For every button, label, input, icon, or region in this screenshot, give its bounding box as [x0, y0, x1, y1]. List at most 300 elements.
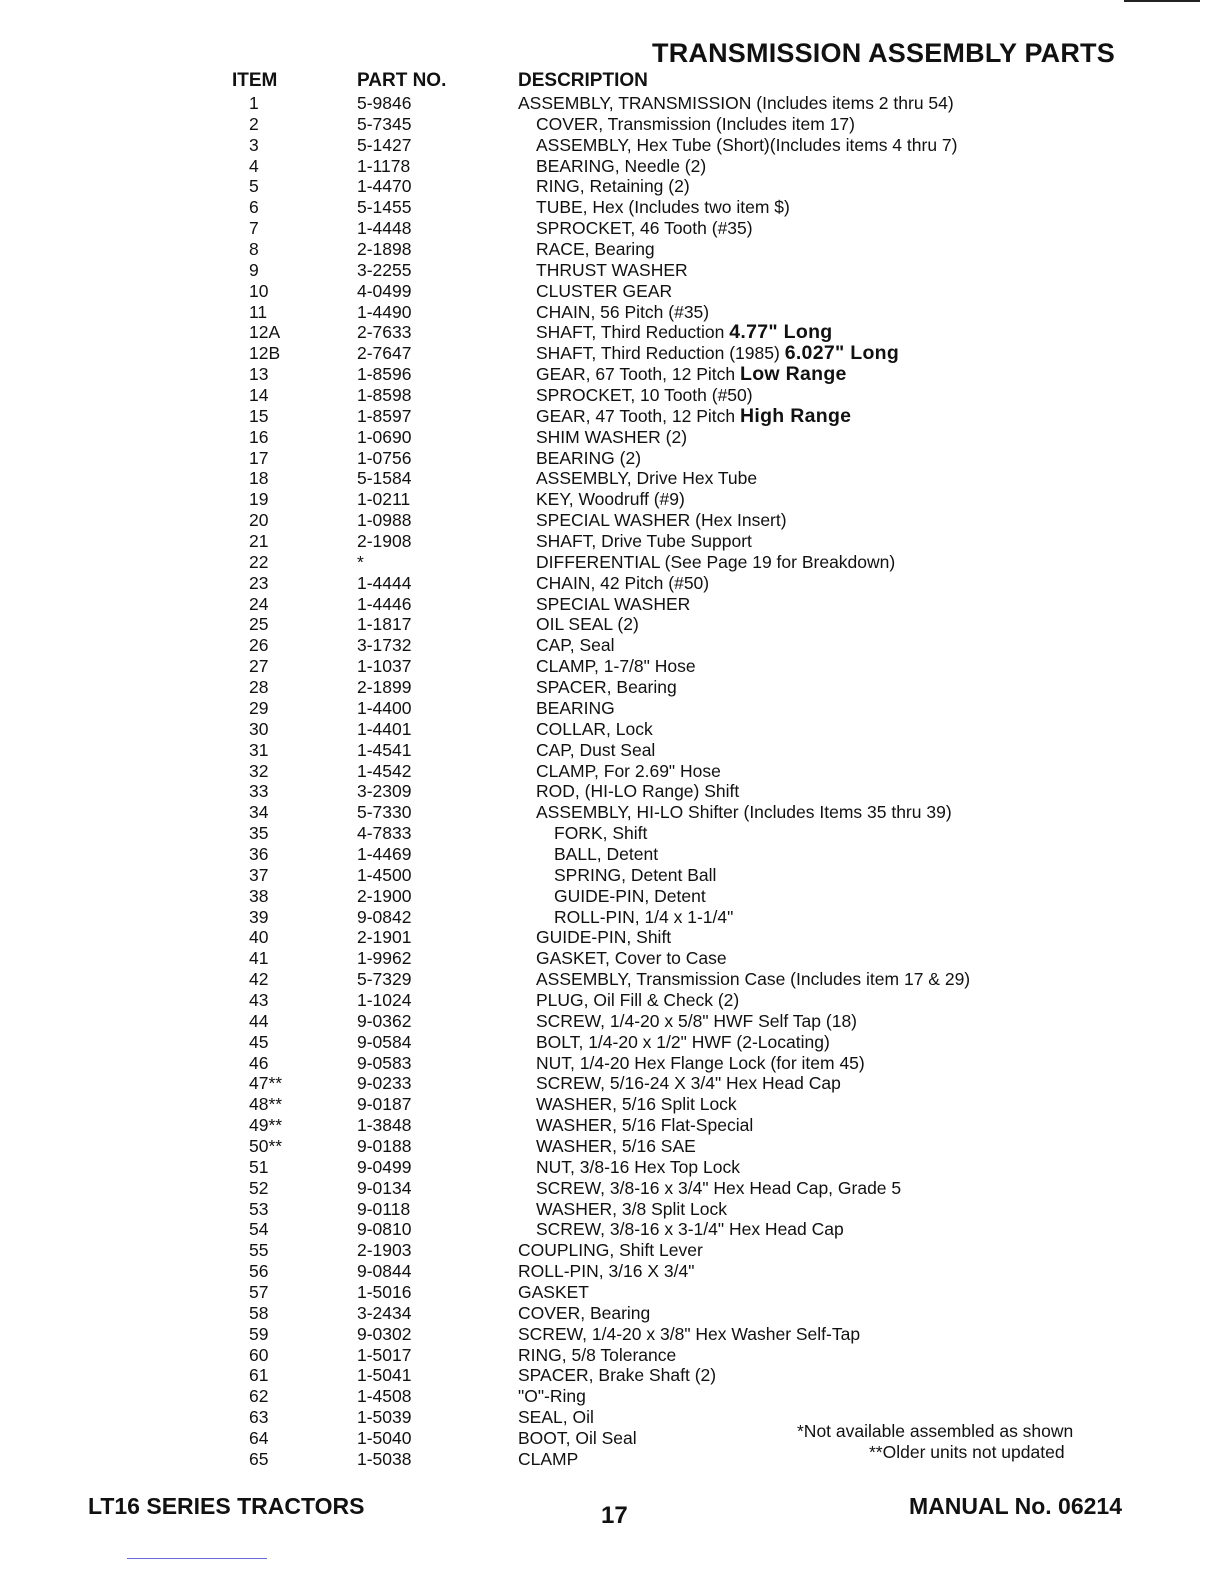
table-row	[0, 1365, 1224, 1386]
item-number: 40	[249, 927, 269, 948]
column-header-part-no: PART NO.	[357, 70, 447, 91]
part-description	[518, 93, 954, 114]
item-number: 4	[249, 155, 259, 176]
part-description	[536, 531, 752, 552]
part-number: 2-7633	[357, 322, 412, 343]
table-row	[0, 677, 1224, 698]
table-row	[0, 823, 1224, 844]
item-number: 62	[249, 1386, 269, 1407]
item-number: 31	[249, 739, 269, 760]
parts-list	[0, 93, 1224, 1470]
part-description	[536, 614, 639, 635]
item-number: 23	[249, 572, 269, 593]
part-number: 1-5040	[357, 1428, 412, 1448]
table-row	[0, 1261, 1224, 1282]
item-number: 36	[249, 843, 269, 864]
part-number: 1-9962	[357, 948, 412, 969]
item-number: 26	[249, 635, 269, 656]
part-description	[536, 1073, 841, 1094]
part-description	[536, 281, 672, 302]
part-number: 2-7647	[357, 343, 412, 364]
table-row	[0, 1178, 1224, 1199]
part-number: 3-2255	[357, 259, 412, 280]
part-description	[536, 176, 690, 197]
table-row	[0, 448, 1224, 469]
table-row	[0, 322, 1224, 343]
table-row	[0, 761, 1224, 782]
part-number: 1-4470	[357, 176, 412, 197]
table-row	[0, 468, 1224, 489]
description-text: CHAIN, 56 Pitch (#35)	[536, 301, 710, 322]
part-number: 1-4490	[357, 301, 412, 322]
item-number: 54	[249, 1219, 269, 1240]
table-row	[0, 93, 1224, 114]
part-description	[554, 844, 658, 865]
part-number: 1-1037	[357, 656, 412, 677]
part-number: 9-0584	[357, 1031, 412, 1052]
table-row	[0, 510, 1224, 531]
part-description	[536, 385, 753, 406]
table-row	[0, 531, 1224, 552]
part-number: 5-7330	[357, 802, 412, 823]
table-row	[0, 594, 1224, 615]
part-description	[554, 823, 647, 844]
description-text: GASKET	[518, 1281, 589, 1302]
description-text: SPROCKET, 10 Tooth (#50)	[536, 385, 753, 406]
part-description	[536, 969, 970, 990]
item-number: 57	[249, 1281, 269, 1302]
description-text: SPROCKET, 46 Tooth (#35)	[536, 218, 753, 239]
part-number: 1-5039	[357, 1407, 412, 1428]
description-text: BEARING, Needle (2)	[536, 155, 707, 176]
part-number: 5-7345	[357, 113, 412, 134]
part-number: 1-8596	[357, 364, 412, 385]
description-text: GUIDE-PIN, Detent	[554, 885, 706, 906]
part-description	[518, 1261, 694, 1282]
part-description	[536, 761, 721, 782]
item-number: 25	[249, 614, 269, 635]
note-not-available: *Not available assembled as shown	[797, 1421, 1074, 1441]
part-number: 1-5017	[357, 1344, 412, 1365]
item-number: 12A	[249, 322, 281, 343]
item-number: 33	[249, 781, 269, 802]
part-number: 9-0842	[357, 906, 412, 927]
description-text: SCREW, 1/4-20 x 5/8" HWF Self Tap (18)	[536, 1010, 857, 1031]
description-text: NUT, 3/8-16 Hex Top Lock	[536, 1156, 740, 1177]
description-text: GASKET, Cover to Case	[536, 948, 727, 969]
table-row	[0, 1219, 1224, 1240]
part-description	[518, 1365, 716, 1386]
part-description	[536, 677, 677, 698]
part-description	[536, 260, 688, 281]
part-number: 9-0844	[357, 1261, 412, 1282]
description-text: SPACER, Bearing	[536, 677, 677, 698]
table-row	[0, 927, 1224, 948]
part-description	[554, 865, 716, 886]
part-number: 1-0756	[357, 447, 412, 468]
description-text: PLUG, Oil Fill & Check (2)	[536, 989, 740, 1010]
item-number: 22	[249, 551, 269, 572]
part-number: 1-4542	[357, 760, 412, 781]
item-number: 17	[249, 447, 269, 468]
table-row	[0, 239, 1224, 260]
item-number: 16	[249, 426, 269, 447]
item-number: 34	[249, 802, 269, 823]
item-number: 47**	[249, 1073, 283, 1094]
part-description	[536, 948, 727, 969]
description-text: WASHER, 3/8 Split Lock	[536, 1198, 727, 1219]
part-description	[554, 907, 733, 928]
table-row	[0, 281, 1224, 302]
part-number: 4-0499	[357, 280, 412, 301]
table-row	[0, 656, 1224, 677]
table-row	[0, 740, 1224, 761]
table-row	[0, 1053, 1224, 1074]
item-number: 32	[249, 760, 269, 781]
table-row	[0, 948, 1224, 969]
table-row	[0, 385, 1224, 406]
item-number: 7	[249, 218, 259, 239]
item-number: 44	[249, 1010, 269, 1031]
part-description	[536, 1011, 857, 1032]
part-description	[536, 698, 615, 719]
table-row	[0, 635, 1224, 656]
item-number: 49**	[249, 1115, 283, 1136]
part-number: 1-5016	[357, 1281, 412, 1302]
description-text: CLAMP	[518, 1448, 579, 1469]
description-text: RING, Retaining (2)	[536, 176, 690, 197]
part-number: 1-4401	[357, 718, 412, 739]
part-description	[536, 990, 739, 1011]
description-text: WASHER, 5/16 Split Lock	[536, 1094, 737, 1115]
description-text: SPACER, Brake Shaft (2)	[518, 1365, 717, 1386]
table-row	[0, 698, 1224, 719]
part-number: 3-2309	[357, 781, 412, 802]
bottom-rule-line	[127, 1558, 267, 1559]
item-number: 43	[249, 989, 269, 1010]
table-row	[0, 781, 1224, 802]
item-number: 27	[249, 656, 269, 677]
table-row	[0, 1386, 1224, 1407]
item-number: 29	[249, 697, 269, 718]
table-row	[0, 406, 1224, 427]
description-text: BALL, Detent	[554, 843, 659, 864]
part-description	[536, 927, 671, 948]
part-description	[536, 1053, 865, 1074]
item-number: 48**	[249, 1094, 283, 1115]
table-row	[0, 260, 1224, 281]
table-row	[0, 969, 1224, 990]
part-description	[536, 1136, 696, 1157]
part-number: 5-7329	[357, 969, 412, 990]
footer-manual-number: MANUAL No. 06214	[909, 1493, 1123, 1519]
part-number: 9-0187	[357, 1094, 412, 1115]
part-description	[536, 656, 696, 677]
description-text: KEY, Woodruff (#9)	[536, 489, 685, 510]
part-description	[518, 1428, 637, 1449]
description-text: ASSEMBLY, TRANSMISSION (Includes items 2 thru 54)	[518, 93, 954, 113]
item-number: 5	[249, 176, 259, 197]
item-number: 63	[249, 1407, 269, 1428]
description-text: OIL SEAL (2)	[536, 614, 639, 635]
description-text: ASSEMBLY, Hex Tube (Short)(Includes items 4 thru 7)	[536, 134, 958, 155]
part-number: 3-2434	[357, 1302, 412, 1323]
item-number: 28	[249, 677, 269, 698]
description-text: CLAMP, 1-7/8" Hose	[536, 656, 696, 677]
item-number: 20	[249, 510, 269, 531]
part-description	[536, 1115, 753, 1136]
item-number: 14	[249, 385, 269, 406]
description-text: SPECIAL WASHER (Hex Insert)	[536, 510, 787, 531]
part-description	[536, 740, 655, 761]
table-row	[0, 1011, 1224, 1032]
description-text: COLLAR, Lock	[536, 718, 653, 739]
table-row	[0, 1157, 1224, 1178]
part-number: 1-8597	[357, 405, 412, 426]
description-text: SHAFT, Third Reduction	[536, 322, 725, 343]
part-number: 1-1178	[357, 155, 411, 176]
description-text: SHAFT, Drive Tube Support	[536, 531, 752, 552]
part-number: 9-0188	[357, 1135, 412, 1156]
part-description	[518, 1240, 703, 1261]
part-description	[536, 197, 790, 218]
item-number: 53	[249, 1198, 269, 1219]
description-text: BEARING	[536, 697, 615, 718]
description-text: THRUST WASHER	[536, 259, 688, 280]
part-number: 1-4444	[357, 572, 412, 593]
part-number: 9-0302	[357, 1323, 412, 1344]
part-description	[536, 1157, 740, 1178]
table-row	[0, 1073, 1224, 1094]
part-description	[536, 448, 641, 469]
item-number: 18	[249, 468, 269, 489]
description-text: SEAL, Oil	[518, 1407, 594, 1428]
item-number: 52	[249, 1177, 269, 1198]
item-number: 2	[249, 113, 259, 134]
description-text: NUT, 1/4-20 Hex Flange Lock (for item 45)	[536, 1052, 865, 1073]
table-row	[0, 552, 1224, 573]
part-description	[536, 719, 653, 740]
description-text: GEAR, 47 Tooth, 12 Pitch	[536, 405, 736, 426]
part-description	[536, 1094, 737, 1115]
table-row	[0, 1136, 1224, 1157]
part-description	[536, 510, 787, 531]
note-older-units: **Older units not updated	[869, 1442, 1065, 1462]
part-number: 1-4400	[357, 697, 412, 718]
description-text: GEAR, 67 Tooth, 12 Pitch	[536, 364, 736, 385]
part-number: 9-0118	[357, 1198, 411, 1219]
description-text: "O"-Ring	[518, 1386, 586, 1407]
part-description	[536, 1178, 901, 1199]
part-number: 9-0362	[357, 1010, 412, 1031]
description-annotation: 4.77" Long	[729, 321, 833, 344]
description-text: ASSEMBLY, Drive Hex Tube	[536, 468, 758, 489]
item-number: 61	[249, 1365, 269, 1386]
part-description	[518, 1449, 578, 1470]
description-text: COVER, Bearing	[518, 1302, 651, 1323]
item-number: 1	[249, 93, 259, 113]
part-number: 1-0690	[357, 426, 412, 447]
part-description	[536, 552, 895, 573]
table-row	[0, 427, 1224, 448]
part-description	[536, 468, 757, 489]
part-description	[536, 594, 690, 615]
description-text: WASHER, 5/16 SAE	[536, 1135, 696, 1156]
item-number: 59	[249, 1323, 269, 1344]
item-number: 10	[249, 280, 269, 301]
table-row	[0, 343, 1224, 364]
item-number: 13	[249, 364, 269, 385]
part-number: 1-1817	[357, 614, 412, 635]
description-text: SPRING, Detent Ball	[554, 864, 717, 885]
table-row	[0, 719, 1224, 740]
item-number: 9	[249, 259, 259, 280]
item-number: 6	[249, 197, 259, 218]
description-text: FORK, Shift	[554, 823, 648, 844]
table-row	[0, 886, 1224, 907]
part-description	[536, 1199, 727, 1220]
table-row	[0, 1199, 1224, 1220]
item-number: 45	[249, 1031, 269, 1052]
part-number: 2-1908	[357, 531, 412, 552]
part-number: 1-8598	[357, 385, 412, 406]
description-text: SCREW, 3/8-16 x 3/4" Hex Head Cap, Grade 5	[536, 1177, 902, 1198]
table-row	[0, 990, 1224, 1011]
description-text: WASHER, 5/16 Flat-Special	[536, 1115, 754, 1136]
table-row	[0, 114, 1224, 135]
item-number: 30	[249, 718, 269, 739]
item-number: 38	[249, 885, 269, 906]
item-number: 21	[249, 531, 269, 552]
description-text: ASSEMBLY, Transmission Case (Includes item 17 & 29)	[536, 969, 971, 990]
part-description	[518, 1386, 586, 1407]
page-title: TRANSMISSION ASSEMBLY PARTS	[652, 38, 1115, 68]
table-row	[0, 176, 1224, 197]
item-number: 42	[249, 969, 269, 990]
part-number: 5-1455	[357, 197, 412, 218]
description-text: SHIM WASHER (2)	[536, 426, 688, 447]
part-number: 1-0988	[357, 510, 412, 531]
description-text: RING, 5/8 Tolerance	[518, 1344, 677, 1365]
description-text: TUBE, Hex (Includes two item $)	[536, 197, 790, 218]
part-description	[536, 135, 957, 156]
column-header-description: DESCRIPTION	[518, 70, 648, 91]
part-description	[536, 218, 753, 239]
table-row	[0, 135, 1224, 156]
description-text: SCREW, 3/8-16 x 3-1/4" Hex Head Cap	[536, 1219, 844, 1240]
table-row	[0, 844, 1224, 865]
table-row	[0, 614, 1224, 635]
part-description	[518, 1303, 650, 1324]
part-description	[536, 343, 899, 364]
item-number: 24	[249, 593, 269, 614]
part-number: 3-1732	[357, 635, 412, 656]
table-row	[0, 218, 1224, 239]
part-number: 9-0233	[357, 1073, 412, 1094]
part-number: 1-5041	[357, 1365, 412, 1386]
item-number: 3	[249, 134, 259, 155]
table-row	[0, 197, 1224, 218]
part-description	[536, 322, 833, 343]
description-text: ROD, (HI-LO Range) Shift	[536, 781, 740, 802]
item-number: 11	[249, 301, 268, 322]
item-number: 41	[249, 948, 269, 969]
item-number: 37	[249, 864, 269, 885]
item-number: 50**	[249, 1135, 283, 1156]
description-text: GUIDE-PIN, Shift	[536, 927, 672, 948]
part-description	[536, 635, 614, 656]
description-text: ASSEMBLY, HI-LO Shifter (Includes Items 35 thru 39)	[536, 802, 952, 823]
part-number: 1-4500	[357, 864, 412, 885]
part-description	[536, 406, 851, 427]
part-number: 1-4541	[357, 739, 412, 760]
part-number: 4-7833	[357, 823, 412, 844]
description-text: ROLL-PIN, 3/16 X 3/4"	[518, 1261, 695, 1282]
part-number: 1-4508	[357, 1386, 412, 1407]
table-row	[0, 907, 1224, 928]
description-text: CHAIN, 42 Pitch (#50)	[536, 572, 710, 593]
table-row	[0, 1324, 1224, 1345]
table-row	[0, 802, 1224, 823]
part-number: 1-4446	[357, 593, 412, 614]
part-number: 1-4469	[357, 843, 412, 864]
part-number: 5-1584	[357, 468, 412, 489]
part-number: 9-0134	[357, 1177, 412, 1198]
item-number: 46	[249, 1052, 269, 1073]
description-text: BOOT, Oil Seal	[518, 1428, 637, 1448]
item-number: 60	[249, 1344, 269, 1365]
table-row	[0, 302, 1224, 323]
description-text: CLAMP, For 2.69" Hose	[536, 760, 721, 781]
part-description	[536, 489, 685, 510]
part-description	[536, 1219, 844, 1240]
table-row	[0, 1282, 1224, 1303]
item-number: 35	[249, 823, 269, 844]
description-annotation: 6.027" Long	[784, 342, 900, 365]
part-description	[518, 1324, 860, 1345]
part-number: 9-0583	[357, 1052, 412, 1073]
description-annotation: Low Range	[739, 363, 847, 386]
part-description	[536, 156, 706, 177]
part-description	[536, 781, 739, 802]
part-number: 1-4448	[357, 218, 412, 239]
page-number: 17	[601, 1502, 628, 1529]
part-number: 5-9846	[357, 93, 412, 113]
part-description	[554, 886, 706, 907]
table-row	[0, 489, 1224, 510]
description-text: BEARING (2)	[536, 447, 642, 468]
description-text: SCREW, 5/16-24 X 3/4" Hex Head Cap	[536, 1073, 841, 1094]
part-number: 5-1427	[357, 134, 412, 155]
table-row	[0, 1345, 1224, 1366]
table-row	[0, 573, 1224, 594]
part-description	[518, 1407, 594, 1428]
table-row	[0, 1115, 1224, 1136]
part-number: 2-1903	[357, 1240, 412, 1261]
part-description	[536, 802, 952, 823]
part-description	[536, 114, 855, 135]
description-text: BOLT, 1/4-20 x 1/2" HWF (2-Locating)	[536, 1031, 830, 1052]
item-number: 51	[249, 1156, 269, 1177]
description-text: DIFFERENTIAL (See Page 19 for Breakdown)	[536, 551, 896, 572]
column-header-item: ITEM	[232, 70, 278, 91]
description-text: CAP, Dust Seal	[536, 739, 656, 760]
part-number: 2-1898	[357, 239, 412, 260]
part-description	[518, 1282, 589, 1303]
part-number: 2-1900	[357, 885, 412, 906]
item-number: 12B	[249, 343, 281, 364]
table-row	[0, 364, 1224, 385]
